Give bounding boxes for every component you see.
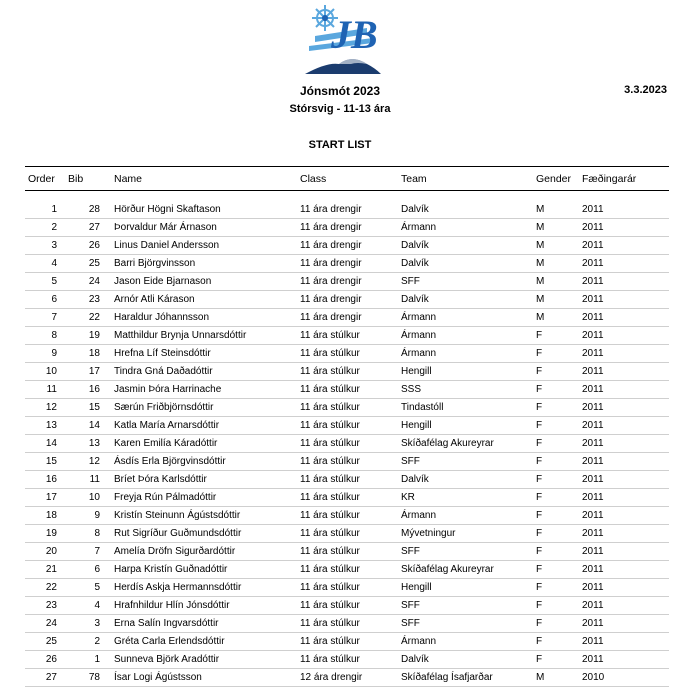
order-cell: 20	[45, 546, 57, 557]
name-cell: Arnór Atli Kárason	[114, 294, 195, 305]
class-cell: 11 ára stúlkur	[300, 546, 360, 557]
table-row	[25, 201, 669, 219]
order-cell: 19	[45, 528, 57, 539]
class-cell: 11 ára stúlkur	[300, 456, 360, 467]
class-cell: 11 ára stúlkur	[300, 492, 360, 503]
name-cell: Linus Daniel Andersson	[114, 240, 220, 251]
bib-cell: 16	[88, 384, 100, 395]
bib-cell: 24	[88, 276, 100, 287]
class-cell: 11 ára stúlkur	[300, 510, 360, 521]
name-cell: Haraldur Jóhannsson	[114, 312, 210, 323]
name-cell: Jason Eide Bjarnason	[114, 276, 212, 287]
table-row	[25, 273, 669, 291]
gender-cell: F	[536, 420, 543, 431]
gender-cell: F	[536, 366, 543, 377]
class-cell: 11 ára drengir	[300, 312, 362, 323]
name-cell: Katla María Arnarsdóttir	[114, 420, 220, 431]
name-cell: Hörður Högni Skaftason	[114, 204, 221, 215]
name-cell: Kristín Steinunn Ágústsdóttir	[114, 510, 241, 521]
team-cell: SFF	[401, 600, 420, 611]
name-cell: Herdís Askja Hermannsdóttir	[114, 582, 242, 593]
table-row	[25, 219, 669, 237]
gender-cell: F	[536, 492, 543, 503]
table-row	[25, 543, 669, 561]
table-row	[25, 471, 669, 489]
order-cell: 25	[45, 636, 57, 647]
order-cell: 27	[45, 672, 57, 683]
gender-cell: F	[536, 474, 543, 485]
gender-cell: M	[536, 240, 545, 251]
bib-cell: 27	[88, 222, 100, 233]
bib-cell: 26	[88, 240, 100, 251]
class-cell: 11 ára stúlkur	[300, 528, 360, 539]
class-cell: 11 ára stúlkur	[300, 582, 360, 593]
order-cell: 6	[51, 294, 57, 305]
bib-cell: 13	[88, 438, 100, 449]
order-cell: 7	[51, 312, 57, 323]
gender-cell: F	[536, 564, 543, 575]
bib-cell: 15	[88, 402, 100, 413]
order-cell: 4	[51, 258, 57, 269]
table-row	[25, 525, 669, 543]
order-cell: 21	[45, 564, 57, 575]
table-row	[25, 597, 669, 615]
table-row	[25, 399, 669, 417]
class-cell: 12 ára drengir	[300, 672, 363, 683]
team-cell: Ármann	[401, 312, 437, 323]
bib-cell: 17	[88, 366, 100, 377]
team-cell: Ármann	[401, 330, 437, 341]
table-row	[25, 309, 669, 327]
table-row	[25, 237, 669, 255]
class-cell: 11 ára drengir	[300, 222, 362, 233]
name-cell: Freyja Rún Pálmadóttir	[114, 492, 217, 503]
class-cell: 11 ára drengir	[300, 294, 362, 305]
table-row	[25, 507, 669, 525]
name-cell: Matthildur Brynja Unnarsdóttir	[114, 330, 247, 341]
gender-cell: F	[536, 330, 543, 341]
name-cell: Karen Emilía Káradóttir	[114, 438, 218, 449]
list-title: START LIST	[308, 139, 372, 151]
name-cell: Jasmin Þóra Harrinache	[114, 384, 222, 395]
class-cell: 11 ára stúlkur	[300, 654, 360, 665]
birth-year-cell: 2011	[582, 294, 604, 305]
start-list-table	[25, 201, 669, 687]
name-cell: Ísar Logi Ágústsson	[114, 672, 202, 683]
gender-cell: M	[536, 276, 545, 287]
team-cell: SSS	[401, 384, 422, 395]
bib-cell: 22	[88, 312, 100, 323]
order-cell: 16	[45, 474, 57, 485]
jb-logo	[297, 2, 387, 82]
bib-cell: 3	[94, 618, 100, 629]
gender-cell: F	[536, 456, 543, 467]
birth-year-cell: 2011	[582, 240, 604, 251]
birth-year-cell: 2011	[582, 600, 604, 611]
team-cell: Ármann	[401, 222, 437, 233]
bib-cell: 12	[88, 456, 100, 467]
class-cell: 11 ára stúlkur	[300, 348, 360, 359]
team-cell: Hengill	[401, 420, 432, 431]
class-cell: 11 ára stúlkur	[300, 564, 360, 575]
birth-year-cell: 2011	[582, 510, 604, 521]
bib-cell: 78	[88, 672, 100, 683]
team-cell: Dalvík	[401, 240, 429, 251]
name-cell: Gréta Carla Erlendsdóttir	[114, 636, 225, 647]
gender-cell: M	[536, 222, 545, 233]
bib-cell: 6	[94, 564, 100, 575]
gender-cell: M	[536, 204, 545, 215]
svg-text:JB: JB	[331, 12, 378, 57]
bib-cell: 28	[88, 204, 100, 215]
table-row	[25, 345, 669, 363]
birth-year-cell: 2011	[582, 438, 604, 449]
team-cell: Dalvík	[401, 258, 429, 269]
birth-year-cell: 2011	[582, 582, 604, 593]
name-cell: Hrafnhildur Hlín Jónsdóttir	[114, 600, 230, 611]
gender-cell: F	[536, 600, 543, 611]
table-row	[25, 615, 669, 633]
order-cell: 22	[45, 582, 57, 593]
gender-cell: M	[536, 672, 545, 683]
order-cell: 3	[51, 240, 57, 251]
team-cell: SFF	[401, 456, 420, 467]
gender-cell: M	[536, 258, 545, 269]
name-cell: Barri Björgvinsson	[114, 258, 196, 269]
gender-cell: F	[536, 582, 543, 593]
birth-year-cell: 2011	[582, 546, 604, 557]
table-row	[25, 363, 669, 381]
birth-year-cell: 2011	[582, 366, 604, 377]
bib-cell: 9	[94, 510, 100, 521]
bib-cell: 2	[94, 636, 100, 647]
order-cell: 15	[45, 456, 57, 467]
team-cell: Dalvík	[401, 474, 429, 485]
bib-cell: 10	[88, 492, 100, 503]
table-row	[25, 417, 669, 435]
birth-year-cell: 2011	[582, 618, 604, 629]
gender-cell: F	[536, 384, 543, 395]
column-header-team: Team	[401, 173, 427, 185]
bib-cell: 23	[88, 294, 100, 305]
team-cell: Ármann	[401, 348, 437, 359]
team-cell: SFF	[401, 618, 420, 629]
birth-year-cell: 2011	[582, 222, 604, 233]
order-cell: 24	[45, 618, 57, 629]
order-cell: 11	[46, 384, 57, 395]
class-cell: 11 ára stúlkur	[300, 366, 360, 377]
order-cell: 18	[45, 510, 57, 521]
name-cell: Tindra Gná Daðadóttir	[114, 366, 213, 377]
team-cell: SFF	[401, 546, 420, 557]
bib-cell: 25	[88, 258, 100, 269]
gender-cell: F	[536, 348, 543, 359]
order-cell: 17	[45, 492, 57, 503]
name-cell: Særún Friðbjörnsdóttir	[114, 402, 214, 413]
order-cell: 1	[51, 204, 57, 215]
order-cell: 9	[51, 348, 57, 359]
gender-cell: M	[536, 312, 545, 323]
team-cell: Mývetningur	[401, 528, 456, 539]
team-cell: Ármann	[401, 636, 437, 647]
name-cell: Sunneva Björk Aradóttir	[114, 654, 220, 665]
bib-cell: 8	[94, 528, 100, 539]
team-cell: Hengill	[401, 366, 432, 377]
gender-cell: F	[536, 510, 543, 521]
order-cell: 26	[45, 654, 57, 665]
team-cell: SFF	[401, 276, 420, 287]
class-cell: 11 ára drengir	[300, 240, 362, 251]
team-cell: Skíðafélag Akureyrar	[401, 564, 494, 575]
bib-cell: 14	[88, 420, 100, 431]
class-cell: 11 ára stúlkur	[300, 330, 360, 341]
column-header-order: Order	[28, 173, 55, 185]
table-row	[25, 255, 669, 273]
class-cell: 11 ára stúlkur	[300, 420, 360, 431]
team-cell: Dalvík	[401, 294, 429, 305]
order-cell: 2	[51, 222, 57, 233]
birth-year-cell: 2011	[582, 312, 604, 323]
gender-cell: M	[536, 294, 545, 305]
column-header-birth-year: Fæðingarár	[582, 173, 637, 185]
birth-year-cell: 2011	[582, 402, 604, 413]
name-cell: Þorvaldur Már Árnason	[114, 222, 217, 233]
column-header-name: Name	[114, 173, 143, 185]
birth-year-cell: 2011	[582, 654, 604, 665]
table-row	[25, 435, 669, 453]
birth-year-cell: 2011	[582, 348, 604, 359]
birth-year-cell: 2011	[582, 384, 604, 395]
gender-cell: F	[536, 402, 543, 413]
birth-year-cell: 2011	[582, 204, 604, 215]
team-cell: Dalvík	[401, 654, 429, 665]
birth-year-cell: 2011	[582, 564, 604, 575]
name-cell: Ásdís Erla Björgvinsdóttir	[114, 456, 226, 467]
class-cell: 11 ára stúlkur	[300, 636, 360, 647]
order-cell: 5	[51, 276, 57, 287]
class-cell: 11 ára drengir	[300, 204, 362, 215]
class-cell: 11 ára drengir	[300, 276, 362, 287]
order-cell: 10	[45, 366, 57, 377]
order-cell: 13	[45, 420, 57, 431]
table-row	[25, 489, 669, 507]
order-cell: 8	[51, 330, 57, 341]
name-cell: Bríet Þóra Karlsdóttir	[114, 474, 207, 485]
order-cell: 12	[45, 402, 57, 413]
table-row	[25, 381, 669, 399]
team-cell: Dalvík	[401, 204, 429, 215]
class-cell: 11 ára drengir	[300, 258, 362, 269]
table-row	[25, 327, 669, 345]
birth-year-cell: 2010	[582, 672, 605, 683]
table-row	[25, 579, 669, 597]
class-cell: 11 ára stúlkur	[300, 474, 360, 485]
column-header-gender: Gender	[536, 173, 572, 185]
gender-cell: F	[536, 618, 543, 629]
gender-cell: F	[536, 546, 543, 557]
table-header	[25, 166, 669, 191]
class-cell: 11 ára stúlkur	[300, 600, 360, 611]
bib-cell: 11	[89, 474, 100, 485]
birth-year-cell: 2011	[582, 330, 604, 341]
table-row	[25, 453, 669, 471]
team-cell: Tindastóll	[401, 402, 444, 413]
gender-cell: F	[536, 438, 543, 449]
name-cell: Rut Sigríður Guðmundsdóttir	[114, 528, 242, 539]
order-cell: 14	[45, 438, 57, 449]
birth-year-cell: 2011	[582, 474, 604, 485]
birth-year-cell: 2011	[582, 276, 604, 287]
gender-cell: F	[536, 654, 543, 665]
class-cell: 11 ára stúlkur	[300, 438, 360, 449]
bib-cell: 5	[94, 582, 100, 593]
team-cell: KR	[401, 492, 415, 503]
gender-cell: F	[536, 636, 543, 647]
team-cell: Hengill	[401, 582, 432, 593]
order-cell: 23	[45, 600, 57, 611]
birth-year-cell: 2011	[582, 636, 604, 647]
birth-year-cell: 2011	[582, 258, 604, 269]
event-subtitle: Stórsvig - 11-13 ára	[289, 103, 391, 115]
bib-cell: 19	[88, 330, 100, 341]
event-title: Jónsmót 2023	[299, 84, 381, 98]
birth-year-cell: 2011	[582, 492, 604, 503]
event-date: 3.3.2023	[624, 84, 667, 96]
class-cell: 11 ára stúlkur	[300, 384, 360, 395]
birth-year-cell: 2011	[582, 456, 604, 467]
column-header-class: Class	[300, 173, 327, 185]
table-row	[25, 651, 669, 669]
table-row	[25, 633, 669, 651]
table-row	[25, 291, 669, 309]
team-cell: Skíðafélag Ísafjarðar	[401, 672, 493, 683]
team-cell: Ármann	[401, 510, 437, 521]
column-header-bib: Bib	[68, 173, 84, 185]
birth-year-cell: 2011	[582, 420, 604, 431]
bib-cell: 4	[94, 600, 100, 611]
name-cell: Amelía Dröfn Sigurðardóttir	[114, 546, 236, 557]
name-cell: Erna Salín Ingvarsdóttir	[114, 618, 219, 629]
team-cell: Skíðafélag Akureyrar	[401, 438, 494, 449]
birth-year-cell: 2011	[582, 528, 604, 539]
class-cell: 11 ára stúlkur	[300, 618, 360, 629]
name-cell: Hrefna Líf Steinsdóttir	[114, 348, 211, 359]
table-row	[25, 561, 669, 579]
bib-cell: 7	[94, 546, 100, 557]
bib-cell: 18	[88, 348, 100, 359]
class-cell: 11 ára stúlkur	[300, 402, 360, 413]
table-row	[25, 669, 669, 687]
gender-cell: F	[536, 528, 543, 539]
bib-cell: 1	[94, 654, 100, 665]
name-cell: Harpa Kristín Guðnadóttir	[114, 564, 228, 575]
